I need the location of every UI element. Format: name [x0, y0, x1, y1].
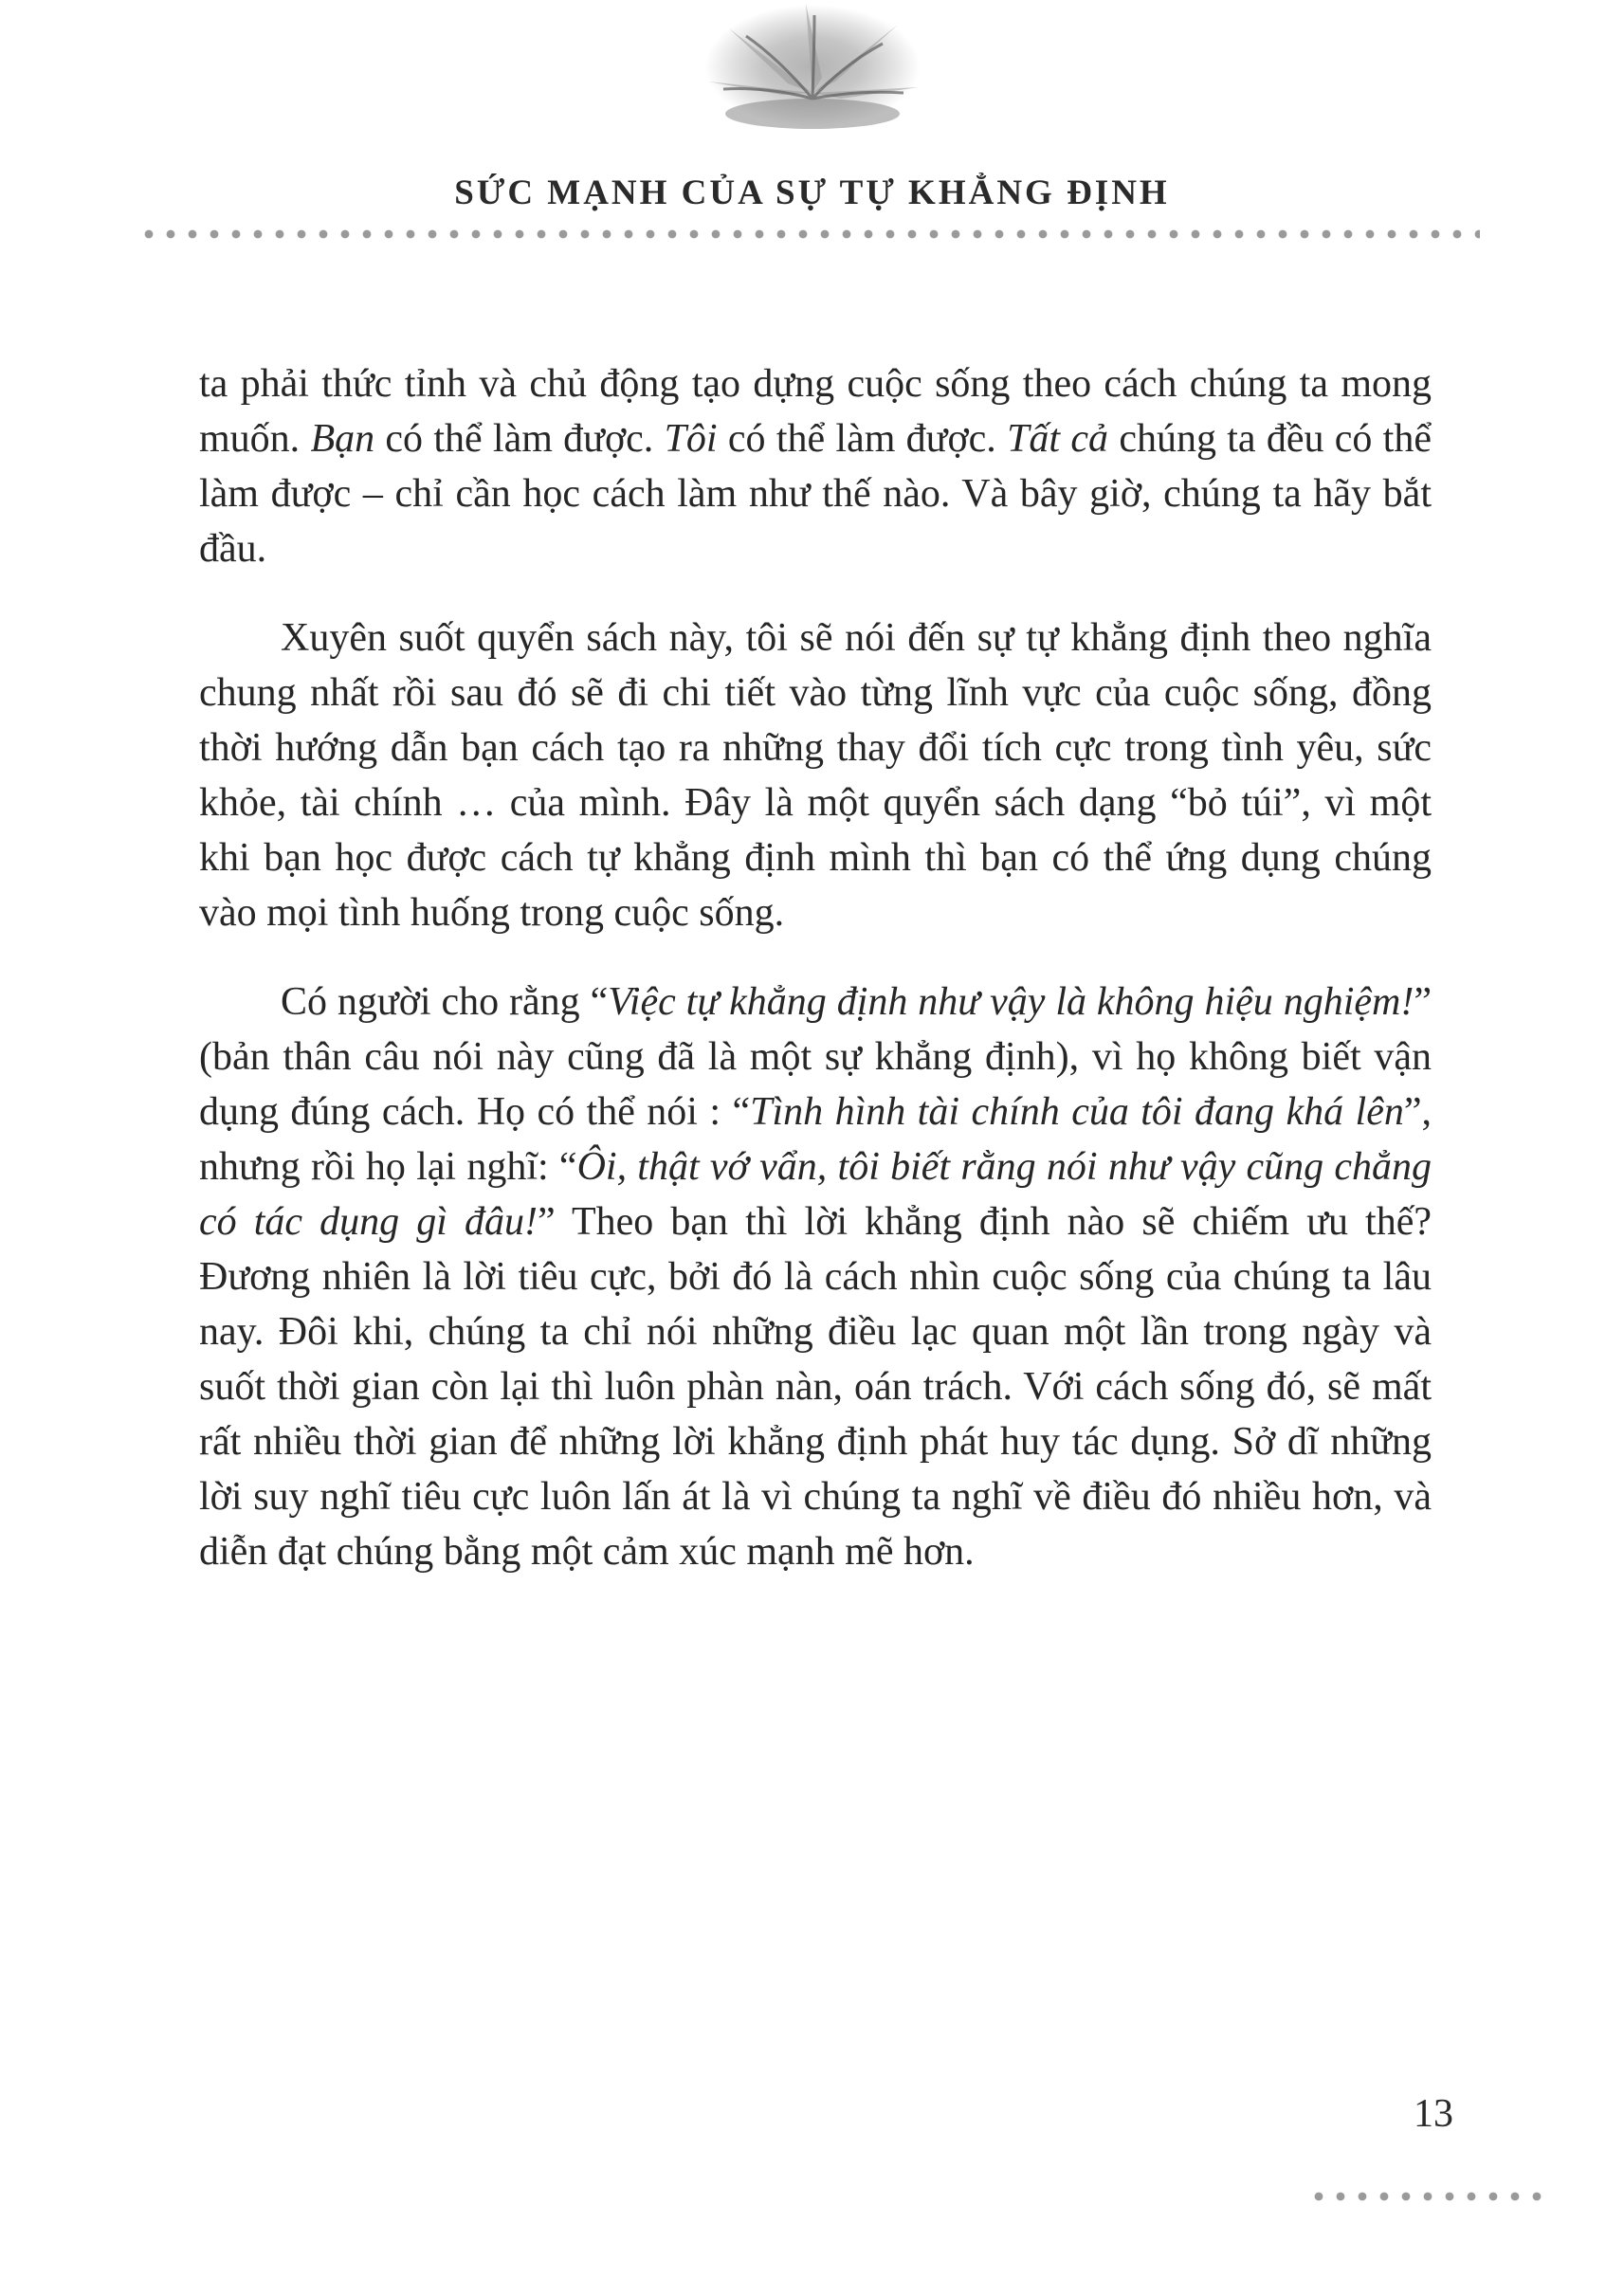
text-run: Ôi, thật vớ vẩn, tôi biết rằng nói như vậy cũng chẳng có tác dụng gì đâu!	[199, 1145, 1432, 1244]
plant-illustration	[670, 0, 955, 144]
text-run: có thể làm được.	[717, 417, 1008, 461]
text-run: ” Theo bạn thì lời khẳng định nào sẽ chiếm ưu thế? Đương nhiên là lời tiêu cực, bởi đó là cách nhìn cuộc sống của chúng ta lâu nay. Đôi khi, chúng ta chỉ nói những điều lạc quan một lần trong ngày và suốt thời gian còn lại thì luôn phàn nàn, oán trách. Với cách sống đó, sẽ mất rất nhiều thời gian để những lời khẳng định phát huy tác dụng. Sở dĩ những lời suy nghĩ tiêu cực luôn lấn át là vì chúng ta nghĩ về điều đó nhiều hơn, và diễn đạt chúng bằng một cảm xúc mạnh mẽ hơn.	[199, 1200, 1432, 1574]
text-run: chúng ta đều có thể làm được – chỉ cần học cách làm như thế nào. Và bây giờ, chúng ta hãy bắt đầu.	[199, 417, 1432, 571]
header-dotted-divider	[144, 229, 1480, 239]
paragraph	[199, 610, 1432, 940]
text-run: có thể làm được.	[374, 417, 665, 461]
text-run: Tôi	[664, 417, 718, 461]
text-run: ” (bản thân câu nói này cũng đã là một sự khẳng định), vì họ không biết vận dụng đúng cách. Họ có thể nói : “	[199, 980, 1432, 1134]
footer-dotted-divider	[1314, 2192, 1554, 2201]
body-text	[199, 356, 1432, 1613]
paragraph	[199, 356, 1432, 576]
text-run: Xuyên suốt quyển sách này, tôi sẽ nói đến sự tự khẳng định theo nghĩa chung nhất rồi sau đó sẽ đi chi tiết vào từng lĩnh vực của cuộc sống, đồng thời hướng dẫn bạn cách tạo ra những thay đổi tích cực trong tình yêu, sức khỏe, tài chính … của mình. Đây là một quyển sách dạng “bỏ túi”, vì một khi bạn học được cách tự khẳng định mình thì bạn có thể ứng dụng chúng vào mọi tình huống trong cuộc sống.	[199, 616, 1432, 935]
text-run: ”, nhưng rồi họ lại nghĩ: “	[199, 1090, 1432, 1189]
text-run: Việc tự khẳng định như vậy là không hiệu nghiệm!	[608, 980, 1414, 1024]
chapter-title: SỨC MẠNH CỦA SỰ TỰ KHẲNG ĐỊNH	[454, 173, 1170, 212]
text-run: Có người cho rằng “	[281, 980, 609, 1024]
page-number: 13	[1414, 2092, 1453, 2136]
text-run: Tất cả	[1007, 417, 1109, 461]
text-run: Tình hình tài chính của tôi đang khá lên	[750, 1090, 1404, 1134]
text-run: Bạn	[310, 417, 375, 461]
paragraph	[199, 975, 1432, 1579]
text-run: ta phải thức tỉnh và chủ động tạo dựng cuộc sống theo cách chúng ta mong muốn.	[199, 362, 1432, 461]
plant-photo-ornament	[670, 0, 955, 144]
